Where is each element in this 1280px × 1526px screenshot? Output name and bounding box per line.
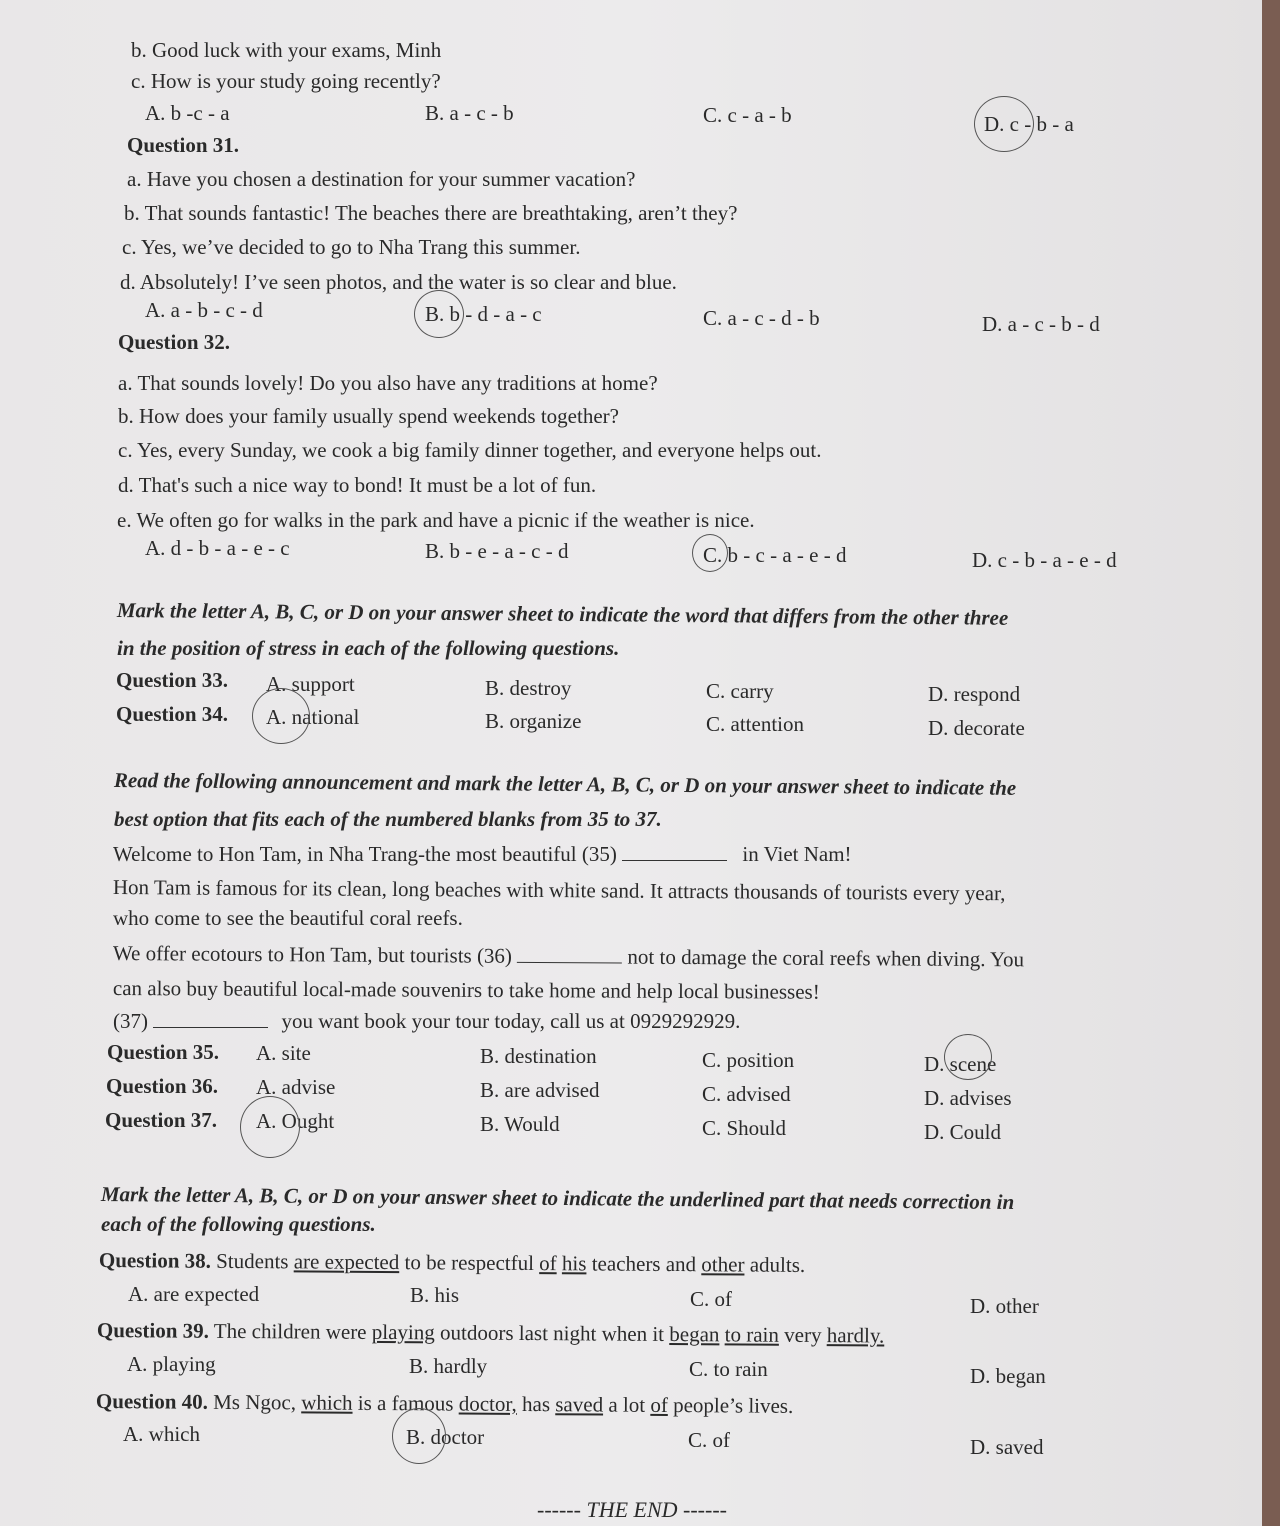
sentence-text: adults.	[749, 1252, 806, 1277]
q36-option-a[interactable]: A. advise	[256, 1075, 336, 1099]
underlined-part-d: saved	[555, 1392, 604, 1417]
q38-option-b[interactable]: B. his	[410, 1283, 460, 1307]
hand-drawn-circle	[974, 96, 1034, 152]
question-31-title: Question 31.	[127, 133, 240, 157]
hand-drawn-circle	[240, 1096, 300, 1158]
q34-option-b[interactable]: B. organize	[485, 709, 582, 733]
question-36-title: Question 36.	[106, 1074, 219, 1098]
hand-drawn-circle	[692, 534, 728, 572]
passage-text: (37)	[113, 1009, 148, 1033]
q39-option-c[interactable]: C. to rain	[689, 1357, 768, 1381]
passage-line-5: can also buy beautiful local-made souvenirs to take home and help local businesses!	[112, 976, 820, 1004]
correction-instruction-line-1: Mark the letter A, B, C, or D on your answer sheet to indicate the underlined part that needs correction in	[100, 1182, 1015, 1214]
question-39-title: Question 39.	[96, 1318, 210, 1343]
passage-text: We offer ecotours to Hon Tam, but tourists (36)	[112, 941, 513, 968]
q35-option-a[interactable]: A. site	[256, 1041, 311, 1065]
q39-option-b[interactable]: B. hardly	[409, 1354, 488, 1378]
underlined-part-b: his	[561, 1251, 587, 1276]
q31-line-a: a. Have you chosen a destination for your summer vacation?	[127, 167, 636, 191]
sentence-text: Students	[216, 1248, 289, 1274]
underlined-part-b: doctor,	[458, 1391, 517, 1416]
option-line-c: c. How is your study going recently?	[131, 69, 441, 93]
the-end-marker: ------ THE END ------	[537, 1497, 727, 1522]
q33-option-d[interactable]: D. respond	[928, 682, 1021, 706]
q34-option-c[interactable]: C. attention	[706, 712, 804, 736]
question-40-title: Question 40.	[95, 1389, 209, 1414]
q37-option-b[interactable]: B. Would	[480, 1112, 560, 1136]
blank-35[interactable]	[622, 842, 727, 861]
underlined-part-c: to rain	[724, 1322, 780, 1347]
sentence-text: very	[784, 1322, 822, 1348]
sentence-text: teachers and	[591, 1251, 697, 1277]
passage-line-3: who come to see the beautiful coral reefs.	[113, 906, 463, 930]
question-32-title: Question 32.	[118, 330, 231, 354]
underlined-part-c: of	[539, 1251, 557, 1276]
passage-line-4	[113, 941, 1024, 971]
sentence-text: Ms Ngoc,	[213, 1389, 297, 1415]
reading-instruction-line-2: best option that fits each of the numbered blanks from 35 to 37.	[114, 807, 662, 831]
reading-instruction-line-1: Read the following announcement and mark the letter A, B, C, or D on your answer sheet to indicate the	[113, 768, 1017, 800]
passage-text: you want book your tour today, call us at 0929292929.	[281, 1009, 741, 1033]
underlined-part-a: playing	[371, 1319, 435, 1345]
sentence-text: The children were	[213, 1318, 367, 1344]
q38-option-a[interactable]: A. are expected	[128, 1282, 260, 1306]
question-40-sentence	[96, 1389, 794, 1418]
q38-option-c[interactable]: C. of	[690, 1287, 732, 1311]
q31-option-d[interactable]: D. a - c - b - d	[982, 312, 1100, 336]
underlined-part-a: are expected	[293, 1249, 400, 1275]
passage-line-6	[113, 1009, 740, 1033]
q32-option-d[interactable]: D. c - b - a - e - d	[972, 548, 1117, 572]
blank-37[interactable]	[153, 1009, 268, 1028]
answer-option-c[interactable]: C. c - a - b	[703, 103, 792, 127]
q32-option-c[interactable]: C. b - c - a - e - d	[703, 543, 847, 567]
underlined-part-c: of	[650, 1392, 668, 1417]
q32-line-a: a. That sounds lovely! Do you also have any traditions at home?	[118, 371, 658, 395]
q39-option-a[interactable]: A. playing	[127, 1352, 216, 1376]
underlined-part-a: which	[301, 1390, 353, 1415]
q36-option-b[interactable]: B. are advised	[480, 1078, 600, 1102]
option-line-b: b. Good luck with your exams, Minh	[131, 38, 442, 62]
q36-option-c[interactable]: C. advised	[702, 1082, 791, 1106]
underlined-part-d: began	[669, 1321, 720, 1347]
q31-option-c[interactable]: C. a - c - d - b	[703, 306, 820, 330]
sentence-text: is a famous	[357, 1390, 454, 1416]
correction-instruction-line-2: each of the following questions.	[101, 1212, 376, 1236]
question-33-title: Question 33.	[116, 668, 229, 692]
page-edge-background	[1262, 0, 1280, 1526]
answer-option-d[interactable]: D. c - b - a	[984, 112, 1074, 136]
q35-option-c[interactable]: C. position	[702, 1048, 795, 1072]
q31-line-d: d. Absolutely! I’ve seen photos, and the water is so clear and blue.	[120, 270, 677, 294]
question-34-title: Question 34.	[116, 702, 229, 726]
q37-option-a[interactable]: A. Ought	[256, 1109, 335, 1133]
hand-drawn-circle	[414, 290, 464, 338]
q33-option-a[interactable]: A. support	[266, 672, 355, 696]
hand-drawn-circle	[252, 688, 310, 744]
q35-option-d[interactable]: D. scene	[924, 1052, 997, 1076]
q31-line-b: b. That sounds fantastic! The beaches there are breathtaking, aren’t they?	[124, 201, 738, 225]
q32-line-b: b. How does your family usually spend weekends together?	[118, 404, 619, 428]
question-38-title: Question 38.	[98, 1248, 212, 1273]
q31-option-a[interactable]: A. a - b - c - d	[145, 298, 263, 322]
q40-option-d[interactable]: D. saved	[970, 1435, 1044, 1459]
q38-option-d[interactable]: D. other	[970, 1294, 1039, 1318]
passage-text: Welcome to Hon Tam, in Nha Trang-the most beautiful (35)	[113, 842, 617, 866]
q37-option-d[interactable]: D. Could	[924, 1120, 1002, 1144]
q32-option-b[interactable]: B. b - e - a - c - d	[425, 539, 569, 563]
q32-line-c: c. Yes, every Sunday, we cook a big family dinner together, and everyone helps out.	[118, 438, 822, 462]
underlined-part-d: other	[701, 1252, 745, 1277]
sentence-text: has	[521, 1391, 551, 1417]
question-35-title: Question 35.	[107, 1040, 220, 1064]
answer-option-a[interactable]: A. b -c - a	[145, 101, 230, 125]
underlined-part-b: hardly.	[826, 1323, 885, 1348]
q32-option-a[interactable]: A. d - b - a - e - c	[145, 536, 290, 560]
q31-line-c: c. Yes, we’ve decided to go to Nha Trang this summer.	[122, 235, 581, 259]
hand-drawn-circle	[392, 1408, 446, 1464]
passage-line-1	[113, 842, 852, 866]
answer-option-b[interactable]: B. a - c - b	[425, 101, 514, 125]
sentence-text: to be respectful	[404, 1250, 535, 1276]
q33-option-c[interactable]: C. carry	[706, 679, 774, 703]
q39-option-d[interactable]: D. began	[970, 1364, 1046, 1388]
q34-option-d[interactable]: D. decorate	[928, 716, 1025, 740]
q33-option-b[interactable]: B. destroy	[485, 676, 572, 700]
q32-line-d: d. That's such a nice way to bond! It must be a lot of fun.	[118, 473, 597, 497]
stress-instruction-line-1: Mark the letter A, B, C, or D on your answer sheet to indicate the word that differs from the other three	[116, 598, 1009, 630]
passage-text: not to damage the coral reefs when diving. You	[627, 944, 1025, 972]
q34-option-a[interactable]: A. national	[266, 705, 360, 729]
sentence-text: outdoors last night when it	[439, 1320, 665, 1346]
q36-option-d[interactable]: D. advises	[924, 1086, 1012, 1110]
sentence-text: people’s lives.	[673, 1393, 794, 1418]
q40-option-b[interactable]: B. doctor	[406, 1425, 485, 1449]
question-39-sentence	[97, 1318, 885, 1347]
q40-option-a[interactable]: A. which	[123, 1422, 200, 1446]
passage-line-2: Hon Tam is famous for its clean, long beaches with white sand. It attracts thousands of tourists every year,	[112, 875, 1006, 906]
hand-drawn-circle	[944, 1034, 992, 1080]
question-37-title: Question 37.	[105, 1108, 218, 1132]
passage-text: in Viet Nam!	[742, 842, 852, 866]
q35-option-b[interactable]: B. destination	[480, 1044, 597, 1068]
q32-line-e: e. We often go for walks in the park and have a picnic if the weather is nice.	[117, 508, 755, 532]
q31-option-b[interactable]: B. b - d - a - c	[425, 302, 542, 326]
stress-instruction-line-2: in the position of stress in each of the following questions.	[117, 636, 620, 660]
blank-36[interactable]	[517, 944, 622, 964]
question-38-sentence	[99, 1248, 805, 1277]
q37-option-c[interactable]: C. Should	[702, 1116, 787, 1140]
sentence-text: a lot	[608, 1392, 646, 1417]
q40-option-c[interactable]: C. of	[688, 1428, 730, 1452]
